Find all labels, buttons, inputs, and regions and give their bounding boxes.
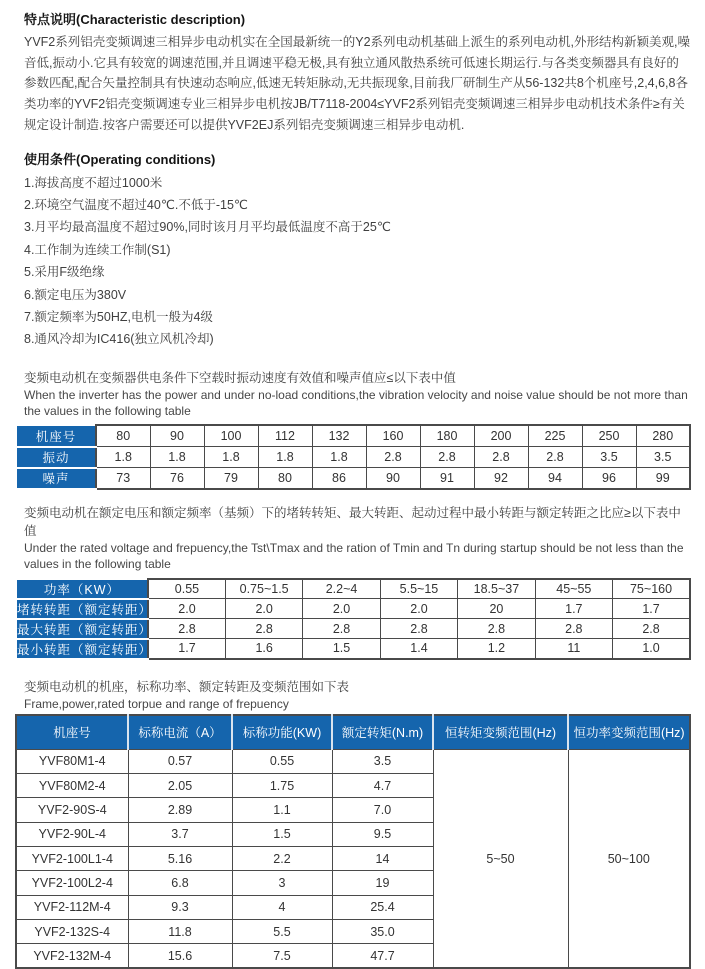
- condition-item: 1.海拔高度不超过1000米: [24, 175, 163, 190]
- torque-ratio-table: [15, 578, 691, 660]
- table-cell: 1.7: [148, 639, 225, 659]
- condition-item: 7.额定频率为50HZ,电机一般为4级: [24, 309, 213, 324]
- table-cell: 2.0: [303, 599, 380, 619]
- const-torque-range-cell: 5~50: [433, 749, 568, 968]
- condition-item: 4.工作制为连续工作制(S1): [24, 242, 171, 257]
- frame-rating-table: [15, 714, 691, 969]
- features-paragraph: YVF2系列铝壳变频调速三相异步电动机实在全国最新统一的Y2系列电动机基础上派生的系列电动机,外形结构新颖美观,噪音低,振动小.它具有较宽的调速范围,并且调速平稳无极,具有独立通风散热系统可低速长期运行.与各类变频器具有良好的参数匹配,配合矢量控制具有快速动态响应,低速无转矩脉动,无共振现象,目前我厂研制生产从56-132共8个机座号,2,4,6,8各类功率的YVF2铝壳变频调速专业三相异步电机按JB/T7118-2004≤YVF2系列铝壳变频调速三相异步电动机技术条件≥有关规定设计制造.按客户需要还可以提供YVF2EJ系列铝壳变频调速三相异步电动机.: [24, 35, 690, 132]
- table-cell: 73: [96, 468, 150, 490]
- table-row: [16, 749, 690, 773]
- row-header-noise: 噪声: [16, 468, 96, 490]
- table-cell: 2.8: [613, 619, 690, 639]
- table-cell: 2.8: [420, 447, 474, 468]
- condition-item: 3.月平均最高温度不超过90%,同时该月月平均最低温度不高于25℃: [24, 220, 391, 235]
- col-header-rated-power: 标称功能(KW): [232, 715, 332, 750]
- table-cell: 200: [474, 425, 528, 447]
- table-cell: 1.8: [312, 447, 366, 468]
- table-cell: 4: [232, 895, 332, 919]
- table-cell: 1.7: [613, 599, 690, 619]
- frame-title-zh: 变频电动机的机座，标称功率、额定转距及变频范围如下表: [24, 679, 350, 694]
- table-row: [16, 468, 690, 490]
- table-cell: 2.0: [225, 599, 302, 619]
- table-cell: 2.0: [380, 599, 457, 619]
- table-cell: 76: [150, 468, 204, 490]
- table-row: [16, 447, 690, 468]
- table-cell: 1.4: [380, 639, 457, 659]
- table-cell: 3.5: [332, 749, 433, 773]
- table-cell: 2.05: [128, 774, 232, 798]
- table-cell: 5.5: [232, 919, 332, 943]
- table-cell: 79: [204, 468, 258, 490]
- table-cell: 2.0: [148, 599, 225, 619]
- table-cell: 250: [582, 425, 636, 447]
- table-cell: 5.16: [128, 846, 232, 870]
- condition-item: 5.采用F级绝缘: [24, 265, 105, 280]
- row-header-locked-rotor-torque: 堵转转距（额定转距）: [16, 599, 148, 619]
- table-cell: 100: [204, 425, 258, 447]
- table-cell: 86: [312, 468, 366, 490]
- conditions-section-title: 使用条件(Operating conditions): [24, 151, 216, 167]
- table-cell: 75~160: [613, 579, 690, 599]
- table-cell: 2.8: [458, 619, 535, 639]
- vibration-title-zh: 变频电动机在变频器供电条件下空载时振动速度有效值和噪声值应≤以下表中值: [24, 370, 456, 385]
- table-cell: 9.5: [332, 822, 433, 846]
- table-cell: 14: [332, 846, 433, 870]
- table-cell: 1.6: [225, 639, 302, 659]
- torque-title-en: Under the rated voltage and frepuency,the Tst\Tmax and the ration of Tmin and Tn during startup should be not less than the values in the following table: [24, 541, 684, 572]
- table-cell: YVF2-90L-4: [16, 822, 128, 846]
- table-row: [16, 619, 690, 639]
- table-cell: 112: [258, 425, 312, 447]
- table-cell: 47.7: [332, 944, 433, 969]
- table-cell: 90: [150, 425, 204, 447]
- table-cell: 0.57: [128, 749, 232, 773]
- table-row: [16, 425, 690, 447]
- table-cell: 2.8: [528, 447, 582, 468]
- table-cell: 0.55: [148, 579, 225, 599]
- table-cell: 2.2~4: [303, 579, 380, 599]
- table-cell: 1.8: [204, 447, 258, 468]
- table-cell: 3.5: [582, 447, 636, 468]
- table-cell: 2.8: [474, 447, 528, 468]
- table-cell: 35.0: [332, 919, 433, 943]
- table-cell: YVF2-132S-4: [16, 919, 128, 943]
- table-cell: 5.5~15: [380, 579, 457, 599]
- table-cell: 225: [528, 425, 582, 447]
- table-cell: 280: [636, 425, 690, 447]
- table-cell: YVF2-100L1-4: [16, 846, 128, 870]
- col-header-rated-torque: 额定转矩(N.m): [332, 715, 433, 750]
- table-cell: 7.0: [332, 798, 433, 822]
- table-header-row: [16, 715, 690, 750]
- table-row: [16, 579, 690, 599]
- features-section-title: 特点说明(Characteristic description): [24, 12, 246, 27]
- table-cell: 4.7: [332, 774, 433, 798]
- table-cell: 20: [458, 599, 535, 619]
- row-header-min-torque: 最小转距（额定转距）: [16, 639, 148, 659]
- col-header-const-torque-range: 恒转矩变频范围(Hz): [433, 715, 568, 750]
- table-cell: 19: [332, 871, 433, 895]
- table-cell: 1.0: [613, 639, 690, 659]
- table-cell: 99: [636, 468, 690, 490]
- table-cell: 45~55: [535, 579, 612, 599]
- table-cell: 1.8: [150, 447, 204, 468]
- table-cell: 7.5: [232, 944, 332, 969]
- vibration-noise-table: [15, 424, 691, 490]
- table-row: [16, 639, 690, 659]
- col-header-const-power-range: 恒功率变频范围(Hz): [568, 715, 690, 750]
- table-cell: 80: [96, 425, 150, 447]
- table-cell: 1.5: [232, 822, 332, 846]
- table-cell: 2.8: [535, 619, 612, 639]
- table-cell: YVF2-132M-4: [16, 944, 128, 969]
- table-cell: YVF80M1-4: [16, 749, 128, 773]
- vibration-title-en: When the inverter has the power and under no-load conditions,the vibration velocity and noise value should be not more than the values in the following table: [24, 387, 688, 418]
- table-cell: 90: [366, 468, 420, 490]
- table-cell: 1.75: [232, 774, 332, 798]
- frame-title-en: Frame,power,rated torpue and range of frepuency: [24, 696, 289, 711]
- row-header-vibration: 振动: [16, 447, 96, 468]
- table-cell: 132: [312, 425, 366, 447]
- row-header-power: 功率（KW）: [16, 579, 148, 599]
- table-cell: 18.5~37: [458, 579, 535, 599]
- const-power-range-cell: 50~100: [568, 749, 690, 968]
- table-cell: 1.8: [96, 447, 150, 468]
- row-header-frame-size: 机座号: [16, 425, 96, 447]
- table-cell: 1.5: [303, 639, 380, 659]
- table-cell: 2.8: [303, 619, 380, 639]
- table-cell: 2.8: [225, 619, 302, 639]
- table-cell: YVF2-100L2-4: [16, 871, 128, 895]
- table-cell: YVF2-112M-4: [16, 895, 128, 919]
- table-cell: YVF2-90S-4: [16, 798, 128, 822]
- row-header-max-torque: 最大转距（额定转距）: [16, 619, 148, 639]
- table-cell: 96: [582, 468, 636, 490]
- table-cell: 6.8: [128, 871, 232, 895]
- table-cell: 25.4: [332, 895, 433, 919]
- table-cell: 0.55: [232, 749, 332, 773]
- table-cell: 91: [420, 468, 474, 490]
- col-header-frame-size: 机座号: [16, 715, 128, 750]
- table-cell: 2.8: [148, 619, 225, 639]
- condition-item: 6.额定电压为380V: [24, 287, 127, 302]
- table-cell: 2.89: [128, 798, 232, 822]
- table-cell: 92: [474, 468, 528, 490]
- table-cell: 3.7: [128, 822, 232, 846]
- condition-item: 2.环境空气温度不超过40℃.不低于-15℃: [24, 197, 248, 212]
- col-header-rated-current: 标称电流（A）: [128, 715, 232, 750]
- torque-title-zh: 变频电动机在额定电压和额定频率（基频）下的堵转转矩、最大转距、起动过程中最小转距与额定转距之比应≥以下表中值: [24, 506, 681, 539]
- table-cell: 0.75~1.5: [225, 579, 302, 599]
- table-cell: 3.5: [636, 447, 690, 468]
- table-cell: 1.7: [535, 599, 612, 619]
- table-cell: 15.6: [128, 944, 232, 969]
- table-cell: YVF80M2-4: [16, 774, 128, 798]
- table-cell: 1.2: [458, 639, 535, 659]
- table-cell: 9.3: [128, 895, 232, 919]
- table-cell: 11.8: [128, 919, 232, 943]
- table-cell: 11: [535, 639, 612, 659]
- condition-item: 8.通风冷却为IC416(独立风机冷却): [24, 332, 214, 347]
- table-cell: 3: [232, 871, 332, 895]
- table-cell: 160: [366, 425, 420, 447]
- table-cell: 1.8: [258, 447, 312, 468]
- table-cell: 2.2: [232, 846, 332, 870]
- table-cell: 80: [258, 468, 312, 490]
- table-cell: 2.8: [366, 447, 420, 468]
- table-cell: 94: [528, 468, 582, 490]
- conditions-list: [15, 172, 691, 351]
- table-cell: 1.1: [232, 798, 332, 822]
- table-cell: 180: [420, 425, 474, 447]
- table-row: [16, 599, 690, 619]
- table-cell: 2.8: [380, 619, 457, 639]
